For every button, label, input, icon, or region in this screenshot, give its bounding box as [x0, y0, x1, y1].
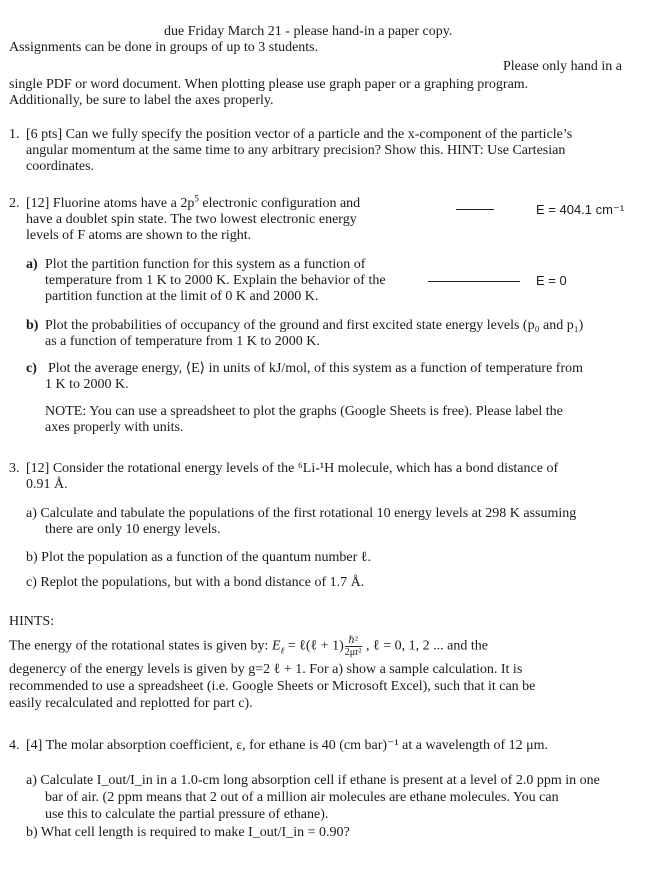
q4a-line-2: bar of air. (2 ppm means that 2 out of a million air molecules are ethane molecules. You can: [45, 790, 559, 805]
submission-line-start: Please only hand in a: [503, 59, 622, 74]
group-policy-line: Assignments can be done in groups of up to 3 students.: [9, 40, 319, 55]
q2b-line-1: Plot the probabilities of occupancy of the ground and first excited state energy levels (p₀ and p₁): [45, 318, 584, 333]
hint-line-3: recommended to use a spreadsheet (i.e. Google Sheets or Microsoft Excel), such that it can be: [9, 679, 536, 694]
q3-line-1: [12] Consider the rotational energy levels of the ⁶Li-¹H molecule, which has a bond distance of: [26, 461, 559, 476]
q2-number: 2.: [9, 196, 20, 211]
q2-intro-line-3: levels of F atoms are shown to the right.: [26, 228, 252, 243]
q1-line-3: coordinates.: [26, 159, 95, 174]
q2-intro-line-2: have a doublet spin state. The two lowest electronic energy: [26, 212, 357, 227]
ground-energy-level-line: [428, 281, 520, 282]
q2b-line-2: as a function of temperature from 1 K to 2000 K.: [45, 334, 320, 349]
upper-energy-level-label: E = 404.1 cm⁻¹: [536, 202, 625, 217]
q2-note-line-2: axes properly with units.: [45, 420, 184, 435]
q2a-label: a): [26, 257, 38, 272]
q4b-line: b) What cell length is required to make I_out/I_in = 0.90?: [26, 825, 350, 840]
q4-line-1: [4] The molar absorption coefficient, ε, for ethane is 40 (cm bar)⁻¹ at a wavelength of 12 μm.: [26, 738, 549, 753]
q3a-line-2: there are only 10 energy levels.: [45, 522, 221, 537]
upper-energy-level-line: [456, 209, 494, 210]
axes-instruction: Additionally, be sure to label the axes properly.: [9, 93, 274, 108]
submission-line-end: single PDF or word document. When plotting please use graph paper or a graphing program.: [9, 77, 529, 92]
q2-note-line-1: NOTE: You can use a spreadsheet to plot the graphs (Google Sheets is free). Please label the: [45, 404, 563, 419]
q1-number: 1.: [9, 127, 20, 142]
hint-line-2: degenercy of the energy levels is given by g=2 ℓ + 1. For a) show a sample calculation. It is: [9, 662, 523, 677]
hints-title: HINTS:: [9, 614, 55, 629]
hint-line-1: The energy of the rotational states is given by: $E_\ell$ = ℓ(ℓ + 1) ℏ² 2μr² , ℓ = 0, 1, 2 ... and the: [9, 635, 488, 658]
q2c-line-1: Plot the average energy, ⟨E⟩ in units of kJ/mol, of this system as a function of temperature from: [48, 361, 584, 376]
q3-line-2: 0.91 Å.: [26, 477, 68, 492]
q3a-line-1: a) Calculate and tabulate the populations of the first rotational 10 energy levels at 298 K assuming: [26, 506, 577, 521]
due-date-line: due Friday March 21 - please hand-in a paper copy.: [164, 24, 453, 39]
q2a-line-3: partition function at the limit of 0 K and 2000 K.: [45, 289, 319, 304]
q2b-label: b): [26, 318, 39, 333]
q2c-label: c): [26, 361, 37, 376]
q4a-line-1: a) Calculate I_out/I_in in a 1.0-cm long absorption cell if ethane is present at a level of 2.0 ppm in one: [26, 773, 600, 788]
q3b-line: b) Plot the population as a function of the quantum number ℓ.: [26, 550, 371, 565]
q1-line-1: [6 pts] Can we fully specify the position vector of a particle and the x-component of the particle’s: [26, 127, 573, 142]
hint-line-4: easily recalculated and replotted for part c).: [9, 696, 253, 711]
q1-line-2: angular momentum at the same time to any arbitrary precision? Show this. HINT: Use Cartesian: [26, 143, 566, 158]
ground-energy-level-label: E = 0: [536, 273, 567, 288]
q3-number: 3.: [9, 461, 20, 476]
q3c-line: c) Replot the populations, but with a bond distance of 1.7 Å.: [26, 575, 365, 590]
q2c-line-2: 1 K to 2000 K.: [45, 377, 129, 392]
q2-intro-line-1: [12] Fluorine atoms have a $2p^5$ electronic configuration and: [26, 193, 361, 211]
q4-number: 4.: [9, 738, 20, 753]
q2a-line-2: temperature from 1 K to 2000 K. Explain the behavior of the: [45, 273, 386, 288]
q2a-line-1: Plot the partition function for this system as a function of: [45, 257, 366, 272]
q4a-line-3: use this to calculate the partial pressure of ethane).: [45, 807, 329, 822]
